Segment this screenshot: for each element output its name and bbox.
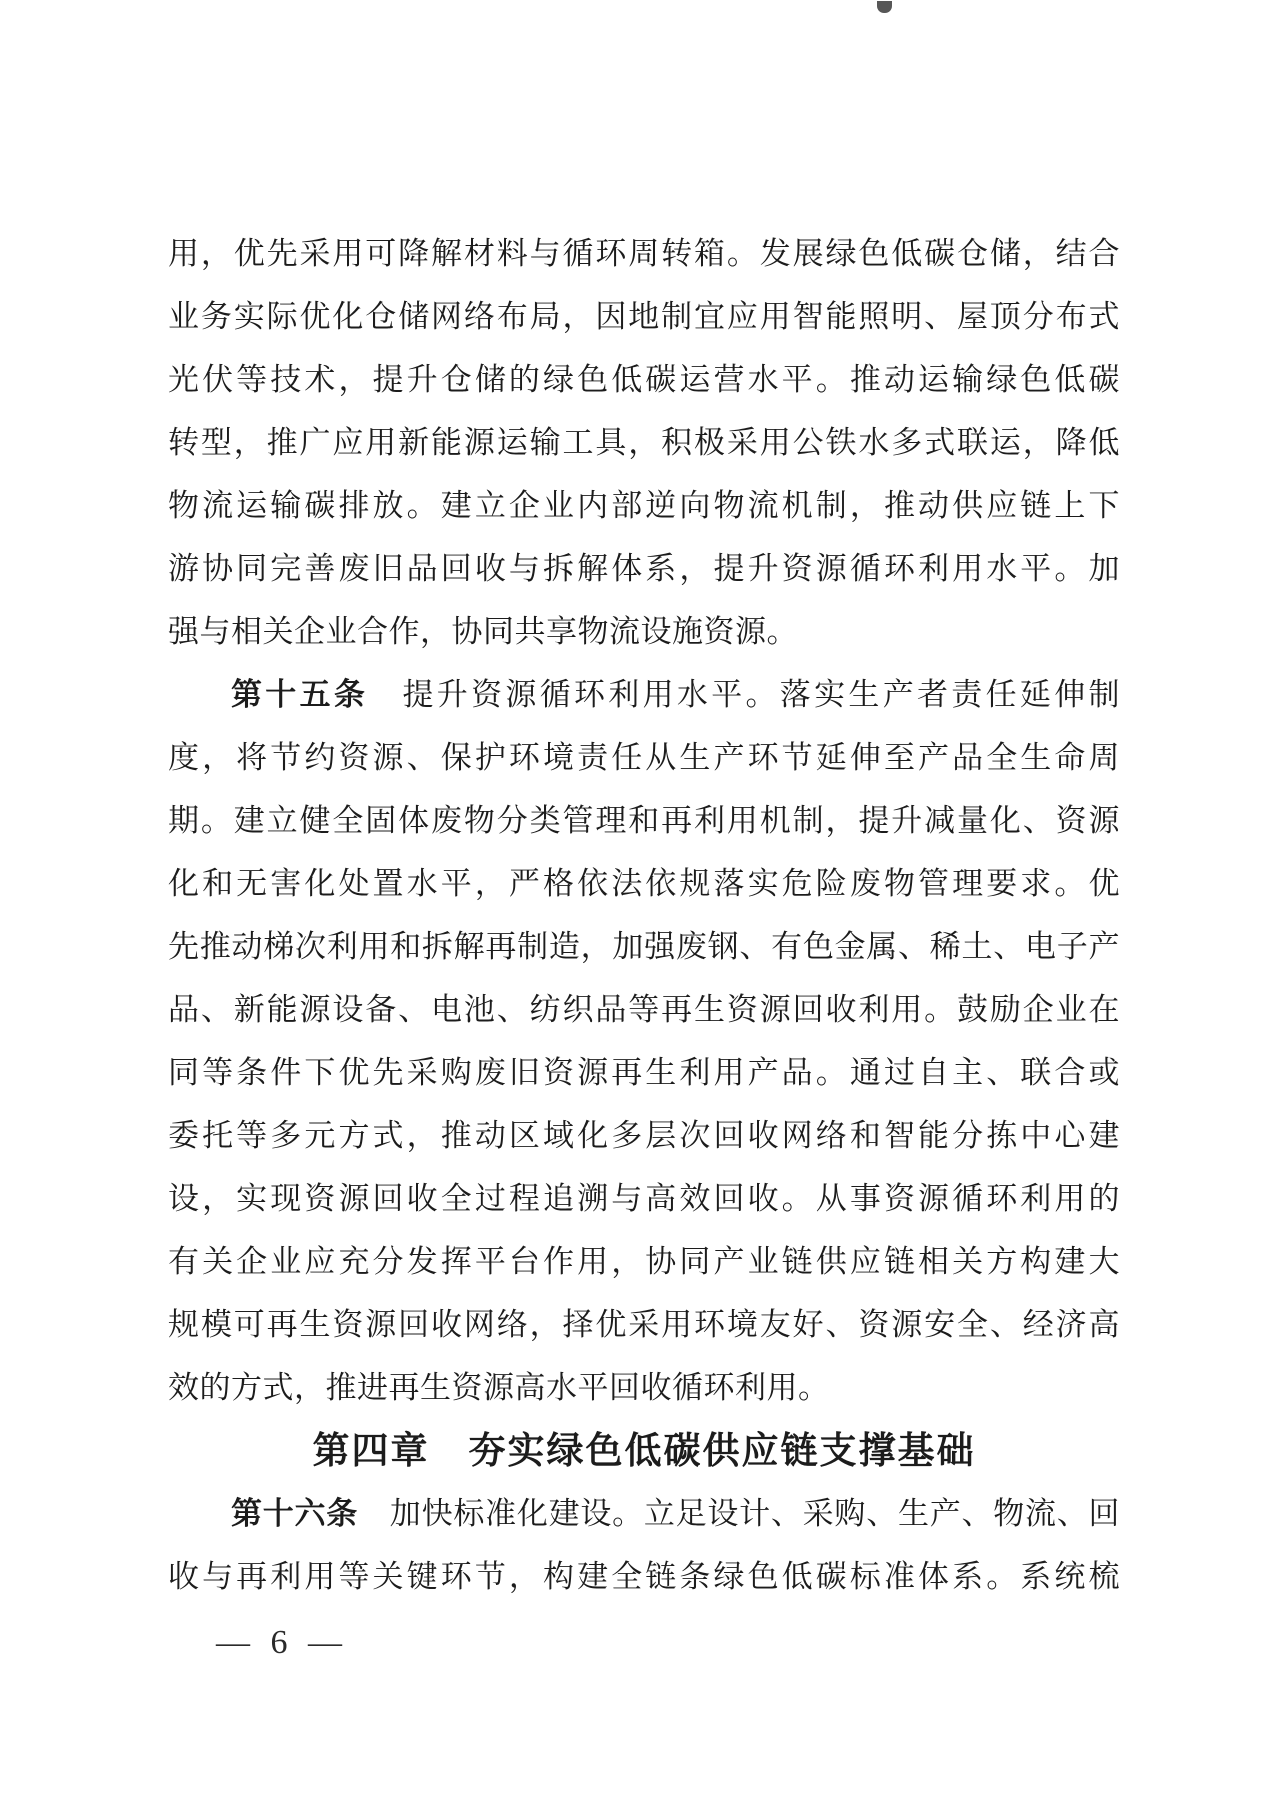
text-line: 游协同完善废旧品回收与拆解体系，提升资源循环利用水平。加 xyxy=(168,551,1120,586)
text-line: 度，将节约资源、保护环境责任从生产环节延伸至产品全生命周 xyxy=(168,740,1120,775)
text-line: 同等条件下优先采购废旧资源再生利用产品。通过自主、联合或 xyxy=(168,1055,1120,1090)
article-number: 第十六条 xyxy=(231,1496,359,1531)
article-number: 第十五条 xyxy=(231,677,369,712)
text-line: 有关企业应充分发挥平台作用，协同产业链供应链相关方构建大 xyxy=(168,1244,1120,1279)
text-line xyxy=(168,663,1120,726)
text-line: 强与相关企业合作，协同共享物流设施资源。 xyxy=(168,614,798,649)
text-line: 期。建立健全固体废物分类管理和再利用机制，提升减量化、资源 xyxy=(168,803,1120,838)
text-line: 品、新能源设备、电池、纺织品等再生资源回收利用。鼓励企业在 xyxy=(168,992,1120,1027)
text-line: 用，优先采用可降解材料与循环周转箱。发展绿色低碳仓储，结合 xyxy=(168,236,1120,271)
text-line: 转型，推广应用新能源运输工具，积极采用公铁水多式联运，降低 xyxy=(168,425,1120,460)
text-line-content: 提升资源循环利用水平。落实生产者责任延伸制 xyxy=(368,677,1121,712)
chapter-heading: 第四章 夯实绿色低碳供应链支撑基础 xyxy=(312,1430,976,1471)
text-line: 化和无害化处置水平，严格依法依规落实危险废物管理要求。优 xyxy=(168,866,1120,901)
text-line: 业务实际优化仓储网络布局，因地制宜应用智能照明、屋顶分布式 xyxy=(168,299,1120,334)
text-line: 物流运输碳排放。建立企业内部逆向物流机制，推动供应链上下 xyxy=(168,488,1120,523)
text-line: 规模可再生资源回收网络，择优采用环境友好、资源安全、经济高 xyxy=(168,1307,1120,1342)
text-line: 效的方式，推进再生资源高水平回收循环利用。 xyxy=(168,1370,830,1405)
text-line: 委托等多元方式，推动区域化多层次回收网络和智能分拣中心建 xyxy=(168,1118,1120,1153)
text-line: 光伏等技术，提升仓储的绿色低碳运营水平。推动运输绿色低碳 xyxy=(168,362,1120,397)
scan-artifact xyxy=(877,1,892,13)
text-line: 收与再利用等关键环节，构建全链条绿色低碳标准体系。系统梳 xyxy=(168,1559,1120,1594)
text-line-content: 加快标准化建设。立足设计、采购、生产、物流、回 xyxy=(358,1496,1121,1531)
document-body xyxy=(168,222,1120,1608)
text-line xyxy=(168,1482,1120,1545)
text-line: 先推动梯次利用和拆解再制造，加强废钢、有色金属、稀土、电子产 xyxy=(168,929,1120,964)
page-number: — 6 — xyxy=(216,1624,343,1661)
text-line: 设，实现资源回收全过程追溯与高效回收。从事资源循环利用的 xyxy=(168,1181,1120,1216)
